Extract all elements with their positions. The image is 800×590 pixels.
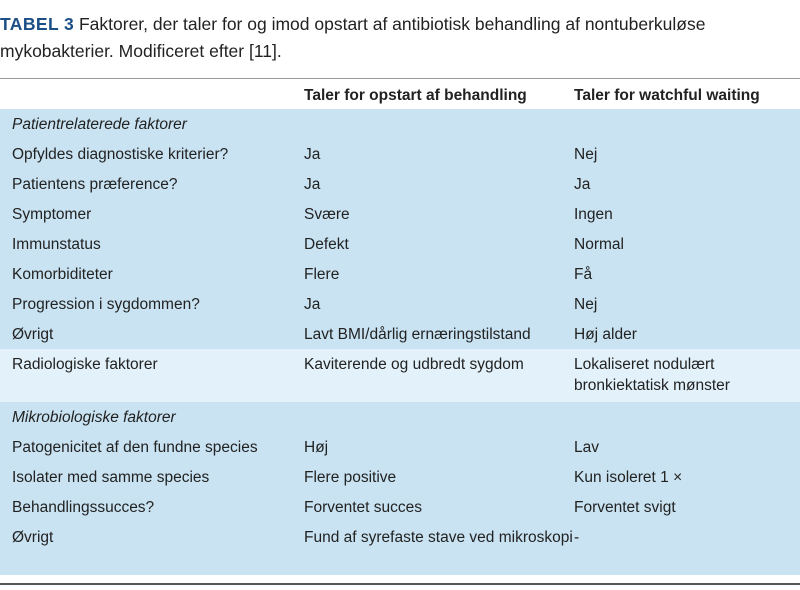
cell-factor: Immunstatus [12, 236, 101, 253]
cell-factor: Patientens præference? [12, 176, 178, 193]
cell-start: Fund af syrefaste stave ved mikroskopi [304, 529, 573, 546]
table-row [0, 432, 800, 462]
table-bottom-rule [0, 583, 800, 585]
section-label: Mikrobiologiske faktorer [12, 409, 176, 426]
factors-table [0, 79, 800, 575]
cell-start: Forventet succes [304, 499, 423, 516]
cell-factor: Behandlingssucces? [12, 499, 155, 516]
cell-start: Defekt [304, 236, 349, 253]
cell-factor: Opfyldes diagnostiske kriterier? [12, 146, 229, 163]
table-row-radiology [0, 349, 800, 402]
table-row [0, 169, 800, 199]
section-row-patient [0, 109, 800, 139]
cell-waiting: Normal [574, 236, 624, 253]
table-row [0, 289, 800, 319]
header-start-treatment: Taler for opstart af behandling [304, 79, 574, 109]
cell-waiting: Lokaliseret nodulært bronkiektatisk mønster [574, 356, 730, 394]
header-watchful-waiting: Taler for watchful waiting [574, 79, 800, 109]
table-row [0, 259, 800, 289]
cell-start: Flere [304, 266, 340, 283]
cell-factor: Symptomer [12, 206, 92, 223]
cell-start: Ja [304, 296, 321, 313]
section-row-microbiology [0, 402, 800, 432]
cell-waiting: Lav [574, 439, 599, 456]
cell-waiting: Kun isoleret 1 × [574, 469, 683, 486]
cell-waiting: Nej [574, 296, 598, 313]
cell-waiting: Få [574, 266, 593, 283]
cell-start: Lavt BMI/dårlig ernæringstilstand [304, 326, 531, 343]
cell-waiting: Høj alder [574, 326, 637, 343]
table-row [0, 492, 800, 522]
cell-waiting: - [574, 529, 580, 546]
cell-factor: Progression i sygdommen? [12, 296, 200, 313]
table-label: TABEL 3 [0, 14, 75, 34]
cell-factor: Komorbiditeter [12, 266, 113, 283]
cell-factor: Øvrigt [12, 529, 54, 546]
table-row [0, 229, 800, 259]
table-row [0, 462, 800, 492]
cell-factor: Radiologiske faktorer [12, 356, 158, 373]
cell-factor: Isolater med samme species [12, 469, 210, 486]
cell-waiting: Ingen [574, 206, 613, 223]
cell-start: Ja [304, 176, 321, 193]
cell-start: Ja [304, 146, 321, 163]
cell-waiting: Forventet svigt [574, 499, 676, 516]
cell-start: Kaviterende og udbredt sygdom [304, 356, 524, 373]
cell-start [304, 109, 574, 139]
table-row [0, 522, 800, 575]
cell-start [304, 402, 574, 432]
cell-waiting: Nej [574, 146, 598, 163]
cell-factor: Patogenicitet af den fundne species [12, 439, 258, 456]
cell-start: Svære [304, 206, 350, 223]
table-header-row [0, 79, 800, 109]
cell-start: Høj [304, 439, 329, 456]
table-row [0, 139, 800, 169]
table-caption [0, 11, 790, 65]
table-caption-text: Faktorer, der taler for og imod opstart af antibiotisk behandling af nontuberkuløse mykobakterier. Modificeret efter [11]. [0, 14, 706, 61]
cell-factor: Øvrigt [12, 326, 54, 343]
cell-waiting [574, 402, 800, 432]
table-row [0, 319, 800, 349]
section-label: Patientrelaterede faktorer [12, 116, 187, 133]
cell-waiting [574, 109, 800, 139]
table-row [0, 199, 800, 229]
cell-start: Flere positive [304, 469, 397, 486]
cell-waiting: Ja [574, 176, 591, 193]
header-factor [0, 79, 304, 109]
